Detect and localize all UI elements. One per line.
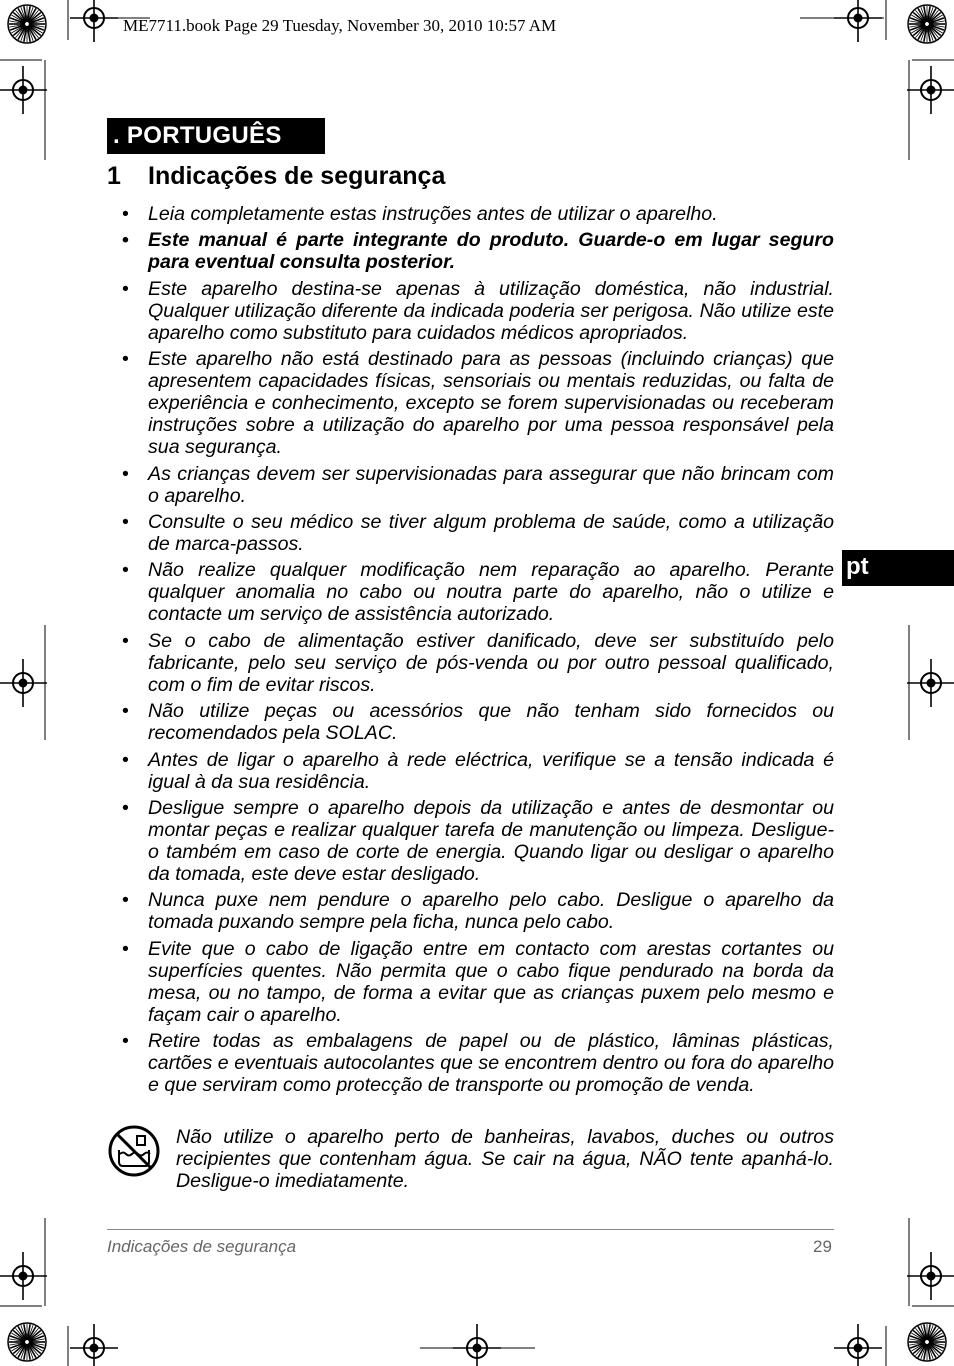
bullet-icon: •	[122, 937, 129, 960]
instruction-text: Não realize qualquer modificação nem reparação ao aparelho. Perante qualquer anomalia no cabo ou noutra parte do aparelho, não o utilize e contacte um serviço de assistência autorizado.	[148, 559, 834, 626]
list-item	[118, 797, 834, 885]
language-heading: . PORTUGUÊS	[107, 118, 325, 154]
section-number: 1	[107, 162, 121, 190]
bullet-icon: •	[122, 510, 129, 533]
bullet-icon: •	[122, 889, 129, 912]
print-header: ME7711.book Page 29 Tuesday, November 30, 2010 10:57 AM	[123, 16, 557, 35]
instruction-text: Não utilize peças ou acessórios que não tenham sido fornecidos ou recomendados pela SOLAC.	[148, 700, 834, 745]
bullet-icon: •	[122, 748, 129, 771]
list-item	[118, 559, 834, 625]
instruction-text: Se o cabo de alimentação estiver danificado, deve ser substituído pelo fabricante, pelo seu serviço de pós-venda ou por outro pessoal qualificado, com o fim de evitar riscos.	[148, 629, 834, 696]
list-item	[118, 630, 834, 696]
instruction-text: As crianças devem ser supervisionadas para assegurar que não brincam com o aparelho.	[148, 462, 834, 507]
bullet-icon: •	[122, 277, 129, 300]
list-item	[118, 938, 834, 1026]
page-number: 29	[813, 1237, 832, 1256]
bullet-icon: •	[122, 229, 129, 252]
section-title	[107, 162, 445, 191]
list-item	[118, 348, 834, 458]
instruction-text: Desligue sempre o aparelho depois da utilização e antes de desmontar ou montar peças e realizar qualquer tarefa de manutenção ou limpeza. Desligue-o também em caso de corte de energia. Quando ligar ou desligar o aparelho da tomada, este deve estar desligado.	[148, 796, 834, 885]
safety-instructions-list	[118, 203, 834, 1100]
water-warning-text: Não utilize o aparelho perto de banheiras, lavabos, duches ou outros recipientes que contenham água. Se cair na água, NÃO tente apanhá-lo. Desligue-o imediatamente.	[176, 1126, 834, 1192]
bullet-icon: •	[122, 348, 129, 371]
starburst-target-icon	[908, 1323, 946, 1361]
list-item	[118, 889, 834, 933]
starburst-target-icon	[8, 5, 46, 43]
section-title-text: Indicações de segurança	[148, 162, 446, 190]
instruction-text: Este manual é parte integrante do produto. Guarde-o em lugar seguro para eventual consulta posterior.	[148, 229, 834, 274]
instruction-text: Evite que o cabo de ligação entre em contacto com arestas cortantes ou superfícies quentes. Não permita que o cabo fique pendurado na borda da mesa, ou no tampo, de forma a evitar que as crianças puxem pelo mesmo e façam cair o aparelho.	[148, 937, 834, 1026]
instruction-text: Antes de ligar o aparelho à rede eléctrica, verifique se a tensão indicada é igual à da sua residência.	[148, 748, 834, 793]
bullet-icon: •	[122, 700, 129, 723]
bullet-icon: •	[122, 462, 129, 485]
bullet-icon: •	[122, 559, 129, 582]
language-side-tab: pt	[842, 550, 954, 586]
instruction-text: Leia completamente estas instruções antes de utilizar o aparelho.	[148, 203, 718, 225]
list-item	[118, 1030, 834, 1096]
starburst-target-icon	[908, 5, 946, 43]
footer-divider	[107, 1229, 834, 1230]
list-item	[118, 511, 834, 555]
list-item	[118, 278, 834, 344]
instruction-text: Este aparelho destina-se apenas à utilização doméstica, não industrial. Qualquer utilização diferente da indicada poderia ser perigosa. Não utilize este aparelho como substituto para cuidados médicos apropriados.	[148, 277, 834, 344]
instruction-text: Nunca puxe nem pendure o aparelho pelo cabo. Desligue o aparelho da tomada puxando sempre pela ficha, nunca pelo cabo.	[148, 889, 834, 934]
bullet-icon: •	[122, 1030, 129, 1053]
instruction-text: Consulte o seu médico se tiver algum problema de saúde, como a utilização de marca-passos.	[148, 510, 834, 555]
instruction-text: Retire todas as embalagens de papel ou de plástico, lâminas plásticas, cartões e eventuais autocolantes que se encontrem dentro ou fora do aparelho e que serviram como protecção de transporte ou promoção de venda.	[148, 1030, 834, 1097]
list-item	[118, 749, 834, 793]
starburst-target-icon	[8, 1323, 46, 1361]
bullet-icon: •	[122, 203, 129, 225]
footer-section-label: Indicações de segurança	[107, 1237, 297, 1256]
bullet-icon: •	[122, 629, 129, 652]
list-item	[118, 229, 834, 273]
list-item	[118, 700, 834, 744]
bullet-icon: •	[122, 796, 129, 819]
list-item	[118, 463, 834, 507]
no-water-icon	[107, 1124, 161, 1178]
instruction-text: Este aparelho não está destinado para as pessoas (incluindo crianças) que apresentem capacidades físicas, sensoriais ou mentais reduzidas, ou falta de experiência e conhecimento, excepto se forem supervisionadas ou receberam instruções sobre a utilização do aparelho por uma pessoa responsável pela sua segurança.	[148, 348, 834, 459]
list-item	[118, 203, 834, 225]
